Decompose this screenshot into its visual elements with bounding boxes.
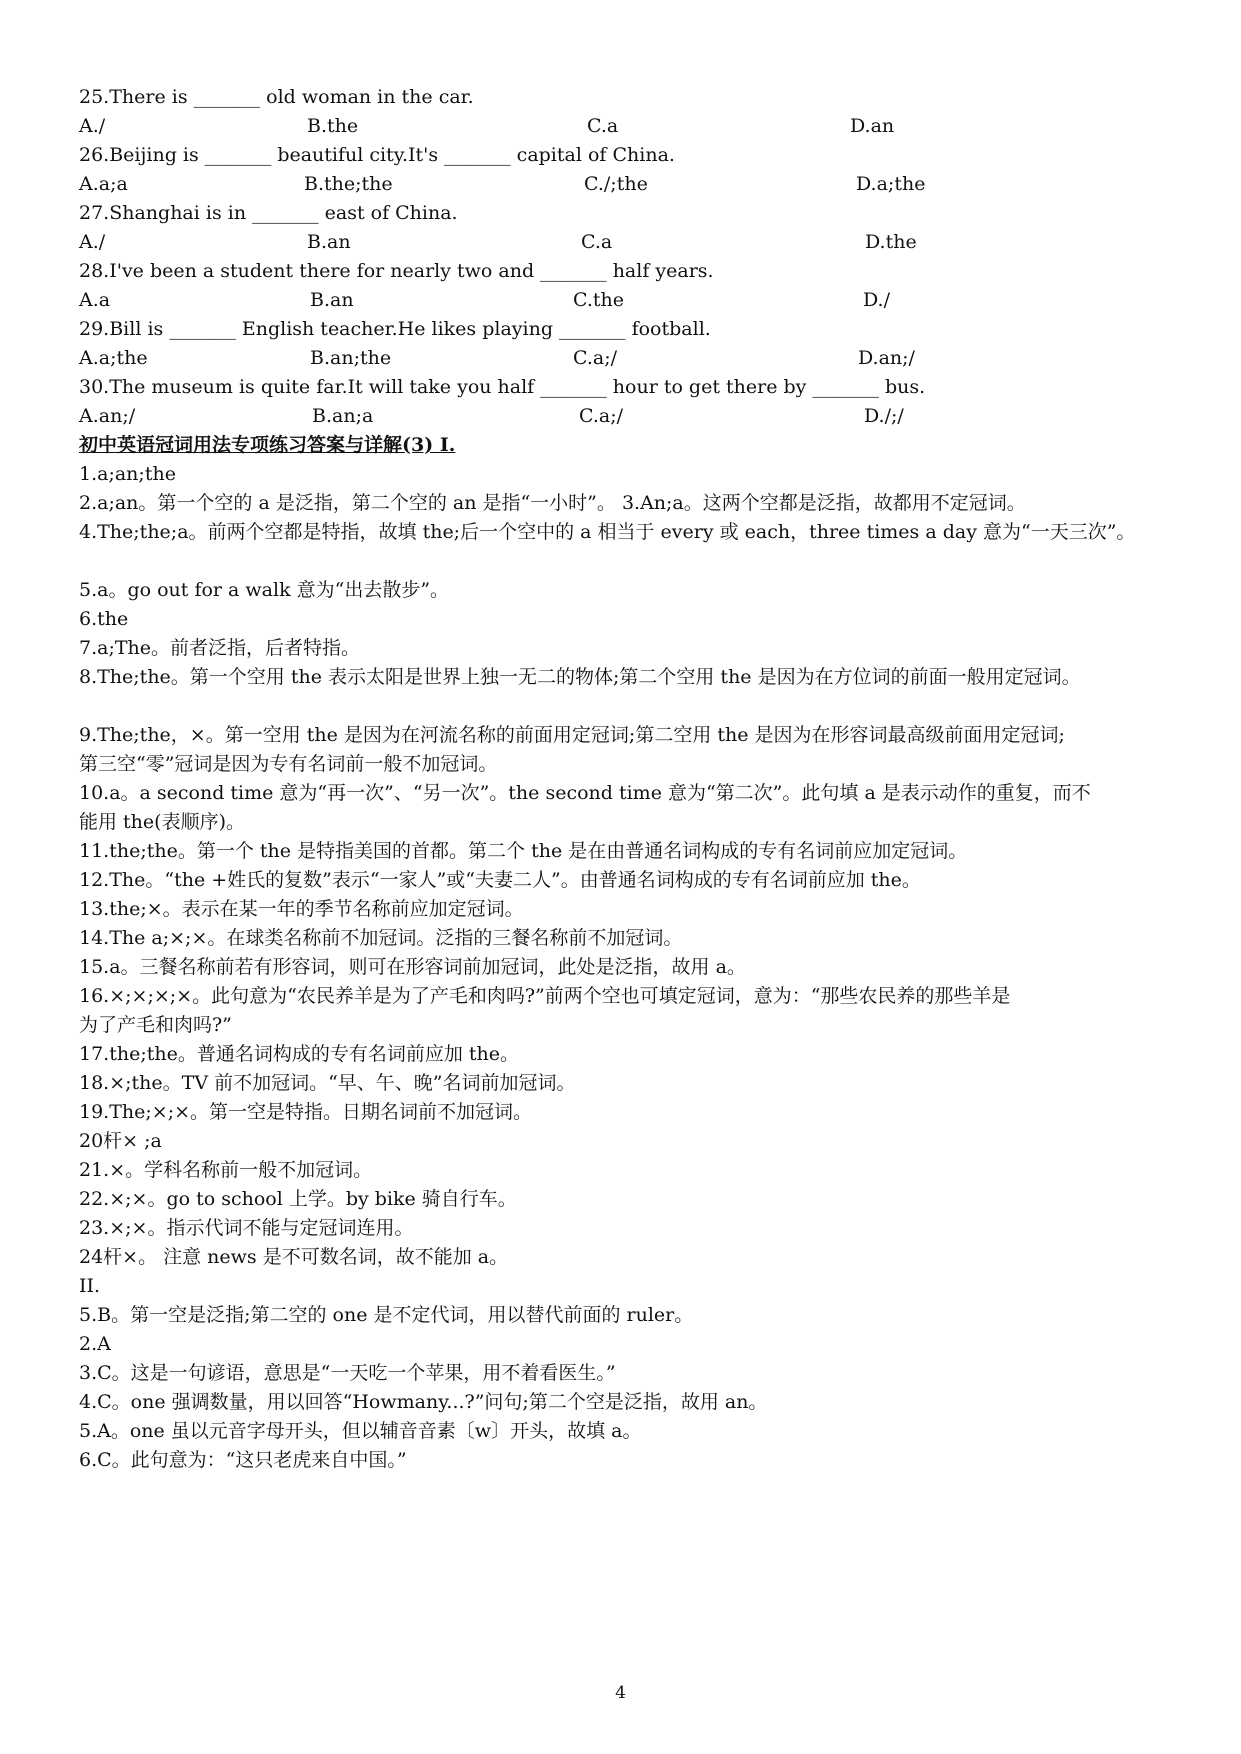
answer-line: 2.A <box>79 1333 111 1355</box>
answer-line: 17.the;the。普通名词构成的专有名词前应加 the。 <box>79 1043 520 1065</box>
option-a: A./ <box>79 115 106 137</box>
answer-line: 能用 the(表顺序)。 <box>79 811 245 833</box>
option-a: A.a <box>79 289 111 311</box>
answers-heading: 初中英语冠词用法专项练习答案与详解(3) I. <box>79 434 456 456</box>
question-stem: 27.Shanghai is in _______ east of China. <box>79 202 458 224</box>
question-stem: 25.There is _______ old woman in the car. <box>79 86 474 108</box>
option-d: D.an;/ <box>858 347 915 369</box>
answer-line: 15.a。三餐名称前若有形容词，则可在形容词前加冠词，此处是泛指，故用 a。 <box>79 956 746 978</box>
option-d: D.a;the <box>856 173 926 195</box>
answer-line: 10.a。a second time 意为“再一次”、“另一次”。the second time 意为“第二次”。此句填 a 是表示动作的重复，而不 <box>79 782 1091 804</box>
option-c: C.a;/ <box>579 405 624 427</box>
answer-line: 20杆× ;a <box>79 1130 162 1152</box>
answer-line: 22.×;×。go to school 上学。by bike 骑自行车。 <box>79 1188 517 1210</box>
answer-line: 6.the <box>79 608 129 630</box>
answer-line: 第三空“零”冠词是因为专有名词前一般不加冠词。 <box>79 753 498 775</box>
question-stem: 29.Bill is _______ English teacher.He likes playing _______ football. <box>79 318 711 340</box>
option-c: C.a <box>587 115 619 137</box>
answer-line: 1.a;an;the <box>79 463 176 485</box>
option-d: D.the <box>865 231 917 253</box>
answer-line: II. <box>79 1275 101 1297</box>
answer-line: 为了产毛和肉吗?” <box>79 1014 232 1036</box>
answer-line: 14.The a;×;×。在球类名称前不加冠词。泛指的三餐名称前不加冠词。 <box>79 927 683 949</box>
option-b: B.an <box>307 231 351 253</box>
question-stem: 30.The museum is quite far.It will take you half _______ hour to get there by _______ bus. <box>79 376 926 398</box>
option-b: B.the;the <box>304 173 393 195</box>
answer-line: 6.C。此句意为：“这只老虎来自中国。” <box>79 1449 407 1471</box>
option-a: A.a;a <box>79 173 128 195</box>
option-c: C.the <box>573 289 625 311</box>
option-d: D./ <box>863 289 890 311</box>
answer-line: 24杆×。 注意 news 是不可数名词，故不能加 a。 <box>79 1246 509 1268</box>
answer-line: 7.a;The。前者泛指，后者特指。 <box>79 637 361 659</box>
answer-line: 4.The;the;a。前两个空都是特指，故填 the;后一个空中的 a 相当于 every 或 each，three times a day 意为“一天三次”。 <box>79 521 1136 543</box>
answer-line: 16.×;×;×;×。此句意为“农民养羊是为了产毛和肉吗?”前两个空也可填定冠词，意为：“那些农民养的那些羊是 <box>79 985 1011 1007</box>
question-stem: 28.I've been a student there for nearly two and _______ half years. <box>79 260 714 282</box>
answer-line: 5.B。第一空是泛指;第二空的 one 是不定代词，用以替代前面的 ruler。 <box>79 1304 694 1326</box>
option-a: A.an;/ <box>79 405 136 427</box>
option-a: A.a;the <box>79 347 148 369</box>
option-b: B.an;the <box>310 347 392 369</box>
option-d: D.an <box>850 115 895 137</box>
option-c: C./;the <box>584 173 648 195</box>
option-b: B.the <box>307 115 359 137</box>
answer-line: 8.The;the。第一个空用 the 表示太阳是世界上独一无二的物体;第二个空用 the 是因为在方位词的前面一般用定冠词。 <box>79 666 1081 688</box>
option-c: C.a;/ <box>573 347 618 369</box>
answer-line: 12.The。“the +姓氏的复数”表示“一家人”或“夫妻二人”。由普通名词构成的专有名词前应加 the。 <box>79 869 921 891</box>
answer-line: 9.The;the，×。第一空用 the 是因为在河流名称的前面用定冠词;第二空用 the 是因为在形容词最高级前面用定冠词; <box>79 724 1065 746</box>
answer-line: 19.The;×;×。第一空是特指。日期名词前不加冠词。 <box>79 1101 533 1123</box>
answer-line: 13.the;×。表示在某一年的季节名称前应加定冠词。 <box>79 898 524 920</box>
page-number: 4 <box>615 1683 626 1703</box>
answer-line: 23.×;×。指示代词不能与定冠词连用。 <box>79 1217 414 1239</box>
answer-line: 11.the;the。第一个 the 是特指美国的首都。第二个 the 是在由普通名词构成的专有名词前应加定冠词。 <box>79 840 968 862</box>
option-b: B.an <box>310 289 354 311</box>
option-c: C.a <box>581 231 613 253</box>
question-stem: 26.Beijing is _______ beautiful city.It's _______ capital of China. <box>79 144 675 166</box>
answer-line: 3.C。这是一句谚语，意思是“一天吃一个苹果，用不着看医生。” <box>79 1362 616 1384</box>
option-b: B.an;a <box>312 405 374 427</box>
answer-line: 21.×。学科名称前一般不加冠词。 <box>79 1159 373 1181</box>
answer-line: 5.a。go out for a walk 意为“出去散步”。 <box>79 579 450 601</box>
answer-line: 5.A。one 虽以元音字母开头，但以辅音音素〔w〕开头，故填 a。 <box>79 1420 642 1442</box>
answer-line: 4.C。one 强调数量，用以回答“Howmany...?”问句;第二个空是泛指，故用 an。 <box>79 1391 768 1413</box>
option-a: A./ <box>79 231 106 253</box>
option-d: D./;/ <box>864 405 904 427</box>
answer-line: 2.a;an。第一个空的 a 是泛指，第二个空的 an 是指“一小时”。 3.An;a。这两个空都是泛指，故都用不定冠词。 <box>79 492 1026 514</box>
answer-line: 18.×;the。TV 前不加冠词。“早、午、晚”名词前加冠词。 <box>79 1072 576 1094</box>
